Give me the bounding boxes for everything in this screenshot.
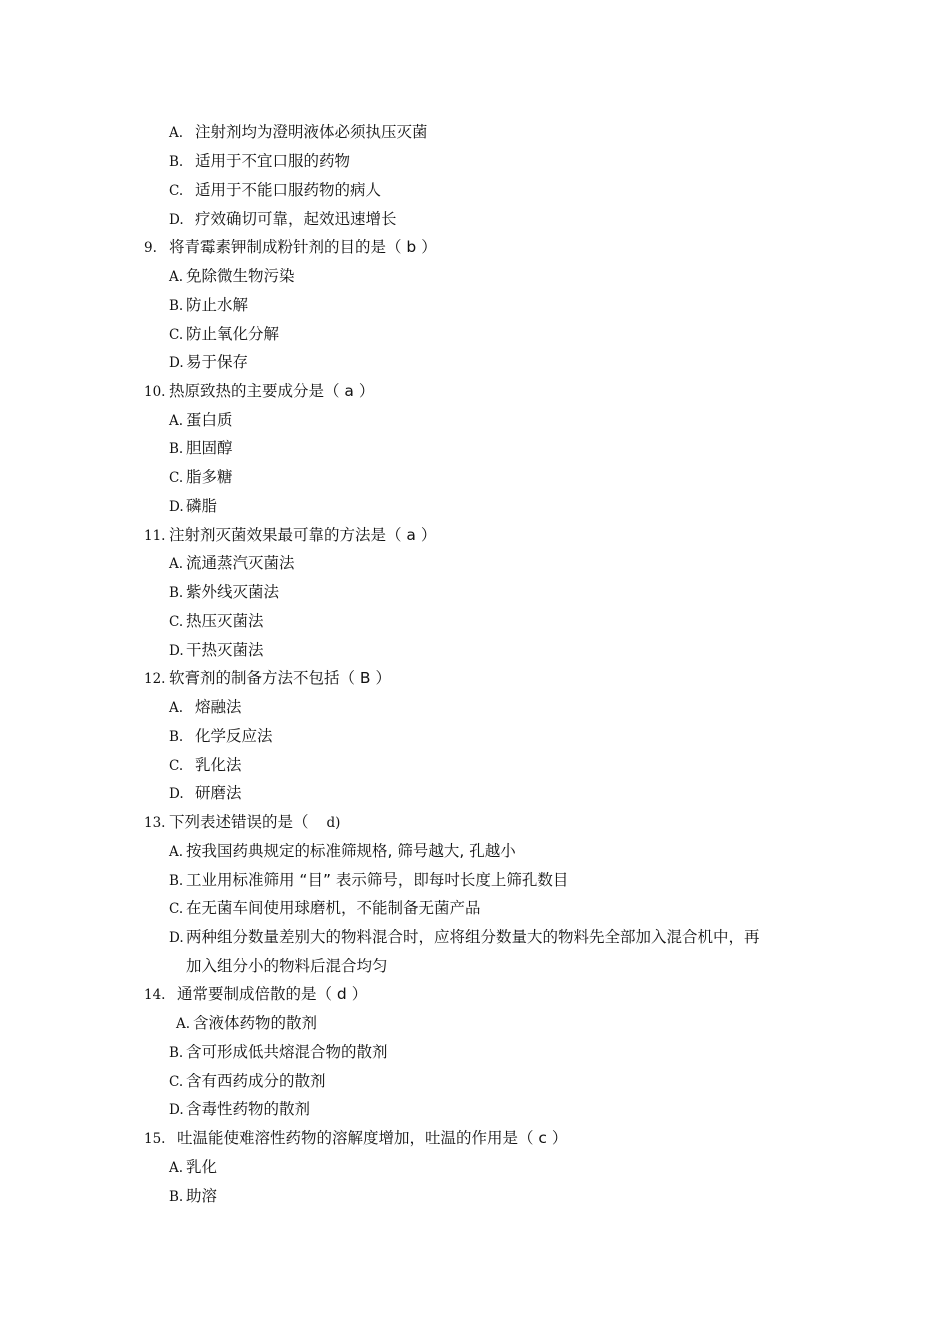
option-text: 注射剂均为澄明液体必须执压灭菌 bbox=[195, 123, 428, 141]
option-text: 含毒性药物的散剂 bbox=[186, 1100, 311, 1118]
option-label: D. bbox=[169, 643, 184, 659]
option-text: 两种组分数量差别大的物料混合时，应将组分数量大的物料先全部加入混合机中，再 bbox=[186, 928, 760, 946]
q14-option-d bbox=[169, 1099, 310, 1120]
option-label: C. bbox=[169, 1074, 184, 1090]
option-label: A. bbox=[169, 556, 184, 572]
q11-option-d bbox=[169, 640, 264, 661]
q13-option-c bbox=[169, 898, 481, 919]
question-text: 吐温能使难溶性药物的溶解度增加，吐温的作用是（ c ） bbox=[177, 1129, 568, 1147]
option-label: B. bbox=[169, 298, 184, 314]
q8-option-c bbox=[169, 180, 381, 201]
option-label: B. bbox=[169, 873, 184, 889]
option-label: C. bbox=[169, 183, 184, 199]
q13-option-a bbox=[169, 841, 516, 862]
question-11 bbox=[144, 525, 436, 546]
option-label: A. bbox=[169, 844, 184, 860]
q10-option-a bbox=[169, 410, 233, 431]
option-text: 适用于不能口服药物的病人 bbox=[195, 181, 382, 199]
option-label: A. bbox=[169, 1160, 184, 1176]
option-text: 磷脂 bbox=[186, 497, 218, 515]
option-text: 脂多糖 bbox=[186, 468, 233, 486]
q11-option-a bbox=[169, 553, 295, 574]
q9-option-a bbox=[169, 266, 295, 287]
q8-option-b bbox=[169, 151, 350, 172]
q9-option-b bbox=[169, 295, 248, 316]
option-label: D. bbox=[169, 786, 184, 802]
option-label: C. bbox=[169, 614, 184, 630]
q13-option-d bbox=[169, 927, 760, 948]
option-text: 工业用标准筛用 “目” 表示筛号，即每吋长度上筛孔数目 bbox=[186, 871, 569, 889]
option-text: 干热灭菌法 bbox=[186, 641, 264, 659]
question-number: 14. bbox=[144, 987, 166, 1003]
q10-option-d bbox=[169, 496, 217, 517]
option-label: D. bbox=[169, 212, 184, 228]
question-number: 12. bbox=[144, 671, 166, 687]
q10-option-c bbox=[169, 467, 233, 488]
question-number: 13. bbox=[144, 815, 166, 831]
option-label: C. bbox=[169, 470, 184, 486]
option-text: 防止水解 bbox=[186, 296, 249, 314]
question-text: 软膏剂的制备方法不包括（ B ） bbox=[169, 669, 391, 687]
option-text: 胆固醇 bbox=[186, 439, 233, 457]
q9-option-d bbox=[169, 352, 248, 373]
option-label: C. bbox=[169, 327, 184, 343]
question-text: 下列表述错误的是（ bbox=[169, 813, 309, 831]
option-text: 助溶 bbox=[186, 1187, 218, 1205]
question-number: 9. bbox=[144, 240, 157, 256]
option-text: 熔融法 bbox=[195, 698, 242, 716]
q12-option-a bbox=[169, 697, 242, 718]
option-label: D. bbox=[169, 499, 184, 515]
option-text: 乳化 bbox=[186, 1158, 218, 1176]
q11-option-b bbox=[169, 582, 279, 603]
option-label: B. bbox=[169, 441, 184, 457]
option-text: 防止氧化分解 bbox=[186, 325, 280, 343]
q13-option-b bbox=[169, 870, 568, 891]
q13-option-d-continuation: 加入组分小的物料后混合均匀 bbox=[186, 957, 388, 975]
question-number: 10. bbox=[144, 384, 166, 400]
question-text: 热原致热的主要成分是（ a ） bbox=[169, 382, 375, 400]
q12-option-b bbox=[169, 726, 273, 747]
option-label: B. bbox=[169, 154, 184, 170]
option-label: C. bbox=[169, 758, 184, 774]
option-text: 含液体药物的散剂 bbox=[193, 1014, 318, 1032]
question-number: 15. bbox=[144, 1131, 166, 1147]
question-9 bbox=[144, 237, 437, 258]
question-14 bbox=[144, 984, 367, 1005]
question-15 bbox=[144, 1128, 567, 1149]
option-text: 蛋白质 bbox=[186, 411, 233, 429]
q8-option-a bbox=[169, 122, 428, 143]
option-text: 紫外线灭菌法 bbox=[186, 583, 280, 601]
option-label: B. bbox=[169, 1045, 184, 1061]
option-label: D. bbox=[169, 355, 184, 371]
option-text: 含有西药成分的散剂 bbox=[186, 1072, 326, 1090]
q15-option-b bbox=[169, 1186, 217, 1207]
question-text: 注射剂灭菌效果最可靠的方法是（ a ） bbox=[169, 526, 437, 544]
option-text: 流通蒸汽灭菌法 bbox=[186, 554, 295, 572]
option-text: 易于保存 bbox=[186, 353, 249, 371]
option-label: A. bbox=[169, 700, 184, 716]
option-text: 含可形成低共熔混合物的散剂 bbox=[186, 1043, 388, 1061]
option-text: 研磨法 bbox=[195, 784, 242, 802]
option-text: 按我国药典规定的标准筛规格, 筛号越大, 孔越小 bbox=[186, 842, 516, 860]
q12-option-d bbox=[169, 783, 242, 804]
option-label: D. bbox=[169, 1102, 184, 1118]
option-text: 化学反应法 bbox=[195, 727, 273, 745]
option-label: B. bbox=[169, 585, 184, 601]
question-12 bbox=[144, 668, 391, 689]
question-10 bbox=[144, 381, 374, 402]
q14-option-c bbox=[169, 1071, 326, 1092]
option-text: 免除微生物污染 bbox=[186, 267, 295, 285]
question-number: 11. bbox=[144, 528, 166, 544]
option-label: B. bbox=[169, 729, 184, 745]
option-text: 适用于不宜口服的药物 bbox=[195, 152, 351, 170]
option-text: 乳化法 bbox=[195, 756, 242, 774]
question-text: 通常要制成倍散的是（ d ） bbox=[177, 985, 368, 1003]
option-label: A. bbox=[176, 1016, 191, 1032]
option-label: A. bbox=[169, 269, 184, 285]
q9-option-c bbox=[169, 324, 279, 345]
q11-option-c bbox=[169, 611, 264, 632]
option-label: A. bbox=[169, 125, 184, 141]
question-text: 将青霉素钾制成粉针剂的目的是（ b ） bbox=[169, 238, 437, 256]
option-text: 在无菌车间使用球磨机，不能制备无菌产品 bbox=[186, 899, 481, 917]
q14-option-b bbox=[169, 1042, 388, 1063]
option-label: D. bbox=[169, 930, 184, 946]
option-text: 热压灭菌法 bbox=[186, 612, 264, 630]
q14-option-a bbox=[176, 1013, 317, 1034]
q8-option-d bbox=[169, 209, 397, 230]
option-text: 疗效确切可靠，起效迅速增长 bbox=[195, 210, 397, 228]
option-label: A. bbox=[169, 413, 184, 429]
option-label: C. bbox=[169, 901, 184, 917]
q15-option-a bbox=[169, 1157, 217, 1178]
answer-mark: d) bbox=[326, 815, 341, 831]
option-label: B. bbox=[169, 1189, 184, 1205]
q10-option-b bbox=[169, 438, 233, 459]
question-13 bbox=[144, 812, 340, 833]
q12-option-c bbox=[169, 755, 242, 776]
